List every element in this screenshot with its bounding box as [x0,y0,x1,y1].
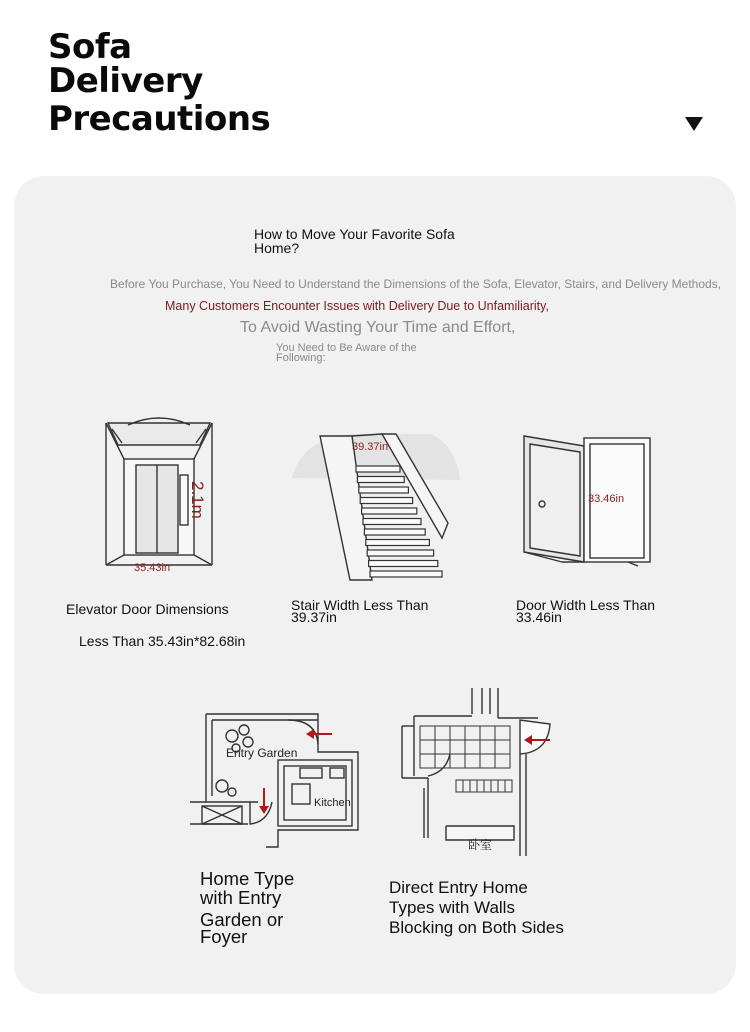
floor-tile [480,726,495,740]
door-caption [516,599,655,623]
stair-step [370,571,442,577]
page-title [48,27,271,139]
caption-line: Home Type [200,868,295,889]
floor-tile [435,740,450,754]
caret-down-icon[interactable] [684,116,704,132]
stairs-width-label: 39.37in [352,441,389,453]
entry-garden-label: Entry Garden [226,746,298,760]
floor-tile [450,740,465,754]
floor-tile [420,740,435,754]
counter-cell [491,780,498,792]
floor-tile [435,726,450,740]
intro-line: You Need to Be Aware of the Following: [276,342,417,364]
stair-step [367,550,433,556]
floor-tile [420,726,435,740]
caption-line: with Entry [200,887,282,908]
intro-line: To Avoid Wasting Your Time and Effort, [240,319,516,336]
door-caption-line2: 33.46in [516,609,562,625]
counter-cell [470,780,477,792]
door-illustration [522,434,654,569]
kitchen-label: Kitchen [314,797,351,809]
floor-tile [480,740,495,754]
counter-cell [463,780,470,792]
floor-tile [465,740,480,754]
stair-step [360,498,412,504]
title-line: Precautions [48,99,271,139]
counter-grid [456,780,512,792]
elevator-caption: Elevator Door Dimensions [66,601,229,617]
intro-question: How to Move Your Favorite Sofa Home? [254,226,455,256]
stair-step [357,477,404,483]
floor-tile [450,726,465,740]
elevator-illustration [98,415,220,580]
counter-cell [505,780,512,792]
bedroom-label: 卧室 [468,838,493,852]
stair-step [369,561,438,567]
stair-step [356,466,400,472]
entry-garden-floorplan [188,712,363,857]
floor-tile [465,754,480,768]
stair-step [364,529,425,535]
floor-tile [465,726,480,740]
elevator-height-label: 2.1m [188,481,207,519]
door-caption-line1: Door Width Less Than [516,597,656,613]
floor-tile [495,726,510,740]
stairs-caption [291,599,428,623]
floor-tile [495,754,510,768]
door-width-label: 33.46in [588,493,625,505]
stair-steps [356,466,442,577]
stair-step [366,540,430,546]
direct-entry-caption [389,878,564,938]
elevator-caption-line2: Less Than 35.43in*82.68in [79,633,246,649]
counter-cell [456,780,463,792]
stairs-caption-line2: 39.37in [291,609,337,625]
counter-cell [484,780,491,792]
floor-tile [450,754,465,768]
entry-garden-caption [200,869,294,946]
tile-grid [420,726,510,768]
floor-tile [495,740,510,754]
title-line: Delivery [48,61,203,101]
title-line: Sofa [48,27,132,67]
stair-step [359,487,409,493]
floor-tile [480,754,495,768]
counter-cell [477,780,484,792]
stairs-caption-line1: Stair Width Less Than [291,597,429,613]
stairs-illustration [292,428,462,583]
caption-line: Blocking on Both Sides [389,918,564,937]
floor-tile [420,754,435,768]
caption-line: Direct Entry Home [389,878,528,897]
stair-step [362,508,417,514]
intro-highlight: Many Customers Encounter Issues with Delivery Due to Unfamiliarity, [165,299,549,313]
stair-step [363,519,421,525]
caption-line: Garden or [200,909,284,930]
counter-cell [498,780,505,792]
caption-line: Foyer [200,926,248,947]
caption-line: Types with Walls [389,898,515,917]
intro-line: Before You Purchase, You Need to Understand the Dimensions of the Sofa, Elevator, Stairs, and Delivery Methods, [110,277,722,291]
direct-entry-floorplan [398,688,556,856]
elevator-width-label: 35.43in [134,562,171,574]
